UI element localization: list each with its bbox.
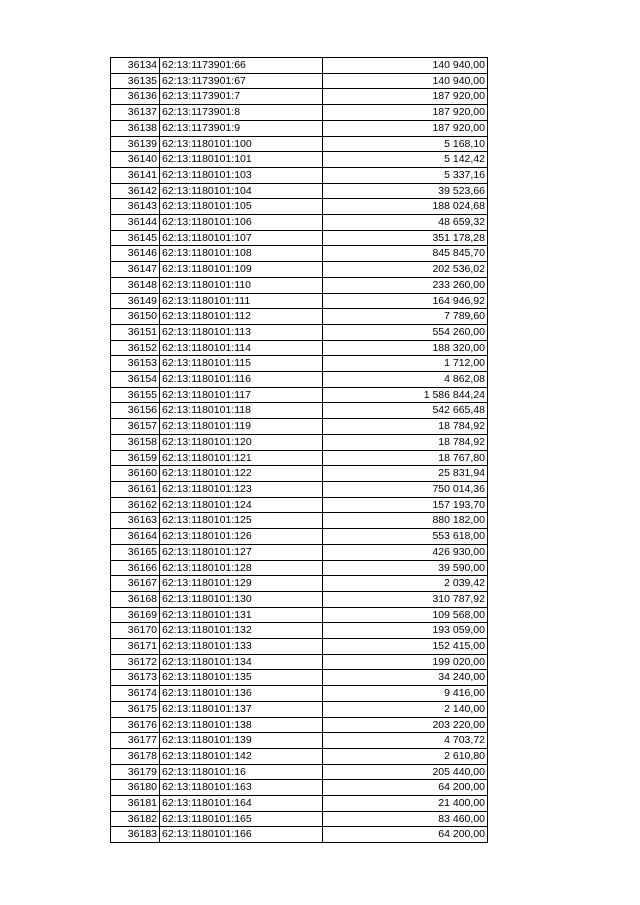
row-id-cell: 36182 xyxy=(111,811,160,827)
row-id-cell: 36157 xyxy=(111,419,160,435)
value-cell: 845 845,70 xyxy=(323,246,488,262)
value-cell: 1 712,00 xyxy=(323,356,488,372)
table-row xyxy=(111,340,488,356)
row-id-cell: 36135 xyxy=(111,73,160,89)
table-row xyxy=(111,324,488,340)
cadastral-number-cell: 62:13:1180101:111 xyxy=(160,293,323,309)
row-id-cell: 36144 xyxy=(111,215,160,231)
table-row xyxy=(111,152,488,168)
row-id-cell: 36145 xyxy=(111,230,160,246)
table-row xyxy=(111,466,488,482)
value-cell: 750 014,36 xyxy=(323,481,488,497)
row-id-cell: 36148 xyxy=(111,277,160,293)
cadastral-number-cell: 62:13:1180101:132 xyxy=(160,623,323,639)
cadastral-number-cell: 62:13:1180101:133 xyxy=(160,639,323,655)
cadastral-number-cell: 62:13:1180101:137 xyxy=(160,701,323,717)
table-row xyxy=(111,419,488,435)
table-row xyxy=(111,780,488,796)
value-cell: 426 930,00 xyxy=(323,544,488,560)
value-cell: 203 220,00 xyxy=(323,717,488,733)
table-row xyxy=(111,639,488,655)
table-row xyxy=(111,623,488,639)
row-id-cell: 36171 xyxy=(111,639,160,655)
table-row xyxy=(111,576,488,592)
cadastral-number-cell: 62:13:1180101:108 xyxy=(160,246,323,262)
row-id-cell: 36179 xyxy=(111,764,160,780)
row-id-cell: 36178 xyxy=(111,748,160,764)
row-id-cell: 36165 xyxy=(111,544,160,560)
row-id-cell: 36146 xyxy=(111,246,160,262)
row-id-cell: 36137 xyxy=(111,105,160,121)
row-id-cell: 36154 xyxy=(111,372,160,388)
value-cell: 5 142,42 xyxy=(323,152,488,168)
row-id-cell: 36162 xyxy=(111,497,160,513)
cadastral-number-cell: 62:13:1180101:103 xyxy=(160,167,323,183)
table-row xyxy=(111,167,488,183)
cadastral-number-cell: 62:13:1180101:135 xyxy=(160,670,323,686)
cadastral-value-table xyxy=(110,57,488,843)
table-body xyxy=(111,58,488,843)
table-row xyxy=(111,403,488,419)
cadastral-number-cell: 62:13:1180101:130 xyxy=(160,591,323,607)
value-cell: 2 039,42 xyxy=(323,576,488,592)
row-id-cell: 36176 xyxy=(111,717,160,733)
value-cell: 310 787,92 xyxy=(323,591,488,607)
cadastral-number-cell: 62:13:1180101:107 xyxy=(160,230,323,246)
table-row xyxy=(111,654,488,670)
value-cell: 39 590,00 xyxy=(323,560,488,576)
cadastral-number-cell: 62:13:1173901:9 xyxy=(160,120,323,136)
row-id-cell: 36149 xyxy=(111,293,160,309)
value-cell: 152 415,00 xyxy=(323,639,488,655)
table-row xyxy=(111,450,488,466)
value-cell: 64 200,00 xyxy=(323,780,488,796)
row-id-cell: 36167 xyxy=(111,576,160,592)
row-id-cell: 36163 xyxy=(111,513,160,529)
cadastral-number-cell: 62:13:1180101:110 xyxy=(160,277,323,293)
row-id-cell: 36147 xyxy=(111,262,160,278)
cadastral-number-cell: 62:13:1180101:119 xyxy=(160,419,323,435)
value-cell: 18 784,92 xyxy=(323,419,488,435)
value-cell: 188 024,68 xyxy=(323,199,488,215)
cadastral-number-cell: 62:13:1180101:127 xyxy=(160,544,323,560)
value-cell: 21 400,00 xyxy=(323,796,488,812)
cadastral-number-cell: 62:13:1180101:166 xyxy=(160,827,323,843)
table-row xyxy=(111,262,488,278)
cadastral-number-cell: 62:13:1180101:104 xyxy=(160,183,323,199)
value-cell: 202 536,02 xyxy=(323,262,488,278)
row-id-cell: 36152 xyxy=(111,340,160,356)
row-id-cell: 36141 xyxy=(111,167,160,183)
cadastral-number-cell: 62:13:1180101:124 xyxy=(160,497,323,513)
cadastral-number-cell: 62:13:1180101:136 xyxy=(160,686,323,702)
cadastral-number-cell: 62:13:1180101:131 xyxy=(160,607,323,623)
row-id-cell: 36142 xyxy=(111,183,160,199)
row-id-cell: 36181 xyxy=(111,796,160,812)
data-table-container xyxy=(110,57,488,843)
cadastral-number-cell: 62:13:1180101:164 xyxy=(160,796,323,812)
value-cell: 187 920,00 xyxy=(323,89,488,105)
cadastral-number-cell: 62:13:1180101:100 xyxy=(160,136,323,152)
row-id-cell: 36168 xyxy=(111,591,160,607)
table-row xyxy=(111,183,488,199)
table-row xyxy=(111,827,488,843)
table-row xyxy=(111,73,488,89)
value-cell: 34 240,00 xyxy=(323,670,488,686)
row-id-cell: 36174 xyxy=(111,686,160,702)
row-id-cell: 36159 xyxy=(111,450,160,466)
table-row xyxy=(111,796,488,812)
cadastral-number-cell: 62:13:1180101:112 xyxy=(160,309,323,325)
cadastral-number-cell: 62:13:1180101:165 xyxy=(160,811,323,827)
row-id-cell: 36173 xyxy=(111,670,160,686)
row-id-cell: 36170 xyxy=(111,623,160,639)
table-row xyxy=(111,199,488,215)
table-row xyxy=(111,434,488,450)
row-id-cell: 36136 xyxy=(111,89,160,105)
cadastral-number-cell: 62:13:1180101:129 xyxy=(160,576,323,592)
table-row xyxy=(111,230,488,246)
cadastral-number-cell: 62:13:1180101:142 xyxy=(160,748,323,764)
row-id-cell: 36143 xyxy=(111,199,160,215)
row-id-cell: 36166 xyxy=(111,560,160,576)
value-cell: 9 416,00 xyxy=(323,686,488,702)
table-row xyxy=(111,670,488,686)
value-cell: 351 178,28 xyxy=(323,230,488,246)
table-row xyxy=(111,560,488,576)
row-id-cell: 36153 xyxy=(111,356,160,372)
row-id-cell: 36151 xyxy=(111,324,160,340)
row-id-cell: 36169 xyxy=(111,607,160,623)
value-cell: 83 460,00 xyxy=(323,811,488,827)
value-cell: 164 946,92 xyxy=(323,293,488,309)
table-row xyxy=(111,811,488,827)
value-cell: 1 586 844,24 xyxy=(323,387,488,403)
value-cell: 140 940,00 xyxy=(323,73,488,89)
value-cell: 109 568,00 xyxy=(323,607,488,623)
value-cell: 542 665,48 xyxy=(323,403,488,419)
row-id-cell: 36177 xyxy=(111,733,160,749)
value-cell: 25 831,94 xyxy=(323,466,488,482)
value-cell: 187 920,00 xyxy=(323,120,488,136)
table-row xyxy=(111,686,488,702)
cadastral-number-cell: 62:13:1180101:134 xyxy=(160,654,323,670)
table-row xyxy=(111,356,488,372)
table-row xyxy=(111,58,488,74)
value-cell: 187 920,00 xyxy=(323,105,488,121)
table-row xyxy=(111,481,488,497)
row-id-cell: 36138 xyxy=(111,120,160,136)
table-row xyxy=(111,105,488,121)
cadastral-number-cell: 62:13:1180101:121 xyxy=(160,450,323,466)
cadastral-number-cell: 62:13:1180101:122 xyxy=(160,466,323,482)
row-id-cell: 36175 xyxy=(111,701,160,717)
cadastral-number-cell: 62:13:1180101:113 xyxy=(160,324,323,340)
row-id-cell: 36158 xyxy=(111,434,160,450)
value-cell: 5 337,16 xyxy=(323,167,488,183)
row-id-cell: 36134 xyxy=(111,58,160,74)
value-cell: 5 168,10 xyxy=(323,136,488,152)
cadastral-number-cell: 62:13:1180101:138 xyxy=(160,717,323,733)
cadastral-number-cell: 62:13:1173901:67 xyxy=(160,73,323,89)
cadastral-number-cell: 62:13:1180101:125 xyxy=(160,513,323,529)
table-row xyxy=(111,701,488,717)
row-id-cell: 36156 xyxy=(111,403,160,419)
value-cell: 157 193,70 xyxy=(323,497,488,513)
value-cell: 233 260,00 xyxy=(323,277,488,293)
cadastral-number-cell: 62:13:1173901:7 xyxy=(160,89,323,105)
value-cell: 4 862,08 xyxy=(323,372,488,388)
cadastral-number-cell: 62:13:1180101:116 xyxy=(160,372,323,388)
cadastral-number-cell: 62:13:1180101:16 xyxy=(160,764,323,780)
table-row xyxy=(111,544,488,560)
value-cell: 140 940,00 xyxy=(323,58,488,74)
table-row xyxy=(111,387,488,403)
value-cell: 18 784,92 xyxy=(323,434,488,450)
value-cell: 4 703,72 xyxy=(323,733,488,749)
value-cell: 39 523,66 xyxy=(323,183,488,199)
table-row xyxy=(111,513,488,529)
cadastral-number-cell: 62:13:1180101:123 xyxy=(160,481,323,497)
value-cell: 18 767,80 xyxy=(323,450,488,466)
value-cell: 205 440,00 xyxy=(323,764,488,780)
value-cell: 880 182,00 xyxy=(323,513,488,529)
value-cell: 64 200,00 xyxy=(323,827,488,843)
value-cell: 553 618,00 xyxy=(323,529,488,545)
row-id-cell: 36161 xyxy=(111,481,160,497)
cadastral-number-cell: 62:13:1180101:139 xyxy=(160,733,323,749)
cadastral-number-cell: 62:13:1180101:106 xyxy=(160,215,323,231)
table-row xyxy=(111,748,488,764)
row-id-cell: 36155 xyxy=(111,387,160,403)
table-row xyxy=(111,277,488,293)
cadastral-number-cell: 62:13:1180101:117 xyxy=(160,387,323,403)
table-row xyxy=(111,591,488,607)
table-row xyxy=(111,529,488,545)
table-row xyxy=(111,215,488,231)
cadastral-number-cell: 62:13:1180101:126 xyxy=(160,529,323,545)
row-id-cell: 36139 xyxy=(111,136,160,152)
cadastral-number-cell: 62:13:1180101:101 xyxy=(160,152,323,168)
value-cell: 2 610,80 xyxy=(323,748,488,764)
table-row xyxy=(111,717,488,733)
cadastral-number-cell: 62:13:1173901:8 xyxy=(160,105,323,121)
value-cell: 7 789,60 xyxy=(323,309,488,325)
cadastral-number-cell: 62:13:1180101:115 xyxy=(160,356,323,372)
cadastral-number-cell: 62:13:1180101:128 xyxy=(160,560,323,576)
table-row xyxy=(111,607,488,623)
table-row xyxy=(111,89,488,105)
table-row xyxy=(111,372,488,388)
table-row xyxy=(111,309,488,325)
cadastral-number-cell: 62:13:1180101:163 xyxy=(160,780,323,796)
row-id-cell: 36140 xyxy=(111,152,160,168)
row-id-cell: 36164 xyxy=(111,529,160,545)
value-cell: 554 260,00 xyxy=(323,324,488,340)
table-row xyxy=(111,120,488,136)
row-id-cell: 36183 xyxy=(111,827,160,843)
table-row xyxy=(111,497,488,513)
value-cell: 193 059,00 xyxy=(323,623,488,639)
row-id-cell: 36172 xyxy=(111,654,160,670)
cadastral-number-cell: 62:13:1180101:105 xyxy=(160,199,323,215)
value-cell: 2 140,00 xyxy=(323,701,488,717)
row-id-cell: 36160 xyxy=(111,466,160,482)
table-row xyxy=(111,293,488,309)
table-row xyxy=(111,246,488,262)
value-cell: 48 659,32 xyxy=(323,215,488,231)
cadastral-number-cell: 62:13:1180101:118 xyxy=(160,403,323,419)
table-row xyxy=(111,733,488,749)
value-cell: 199 020,00 xyxy=(323,654,488,670)
table-row xyxy=(111,764,488,780)
value-cell: 188 320,00 xyxy=(323,340,488,356)
cadastral-number-cell: 62:13:1180101:114 xyxy=(160,340,323,356)
table-row xyxy=(111,136,488,152)
cadastral-number-cell: 62:13:1180101:120 xyxy=(160,434,323,450)
row-id-cell: 36180 xyxy=(111,780,160,796)
row-id-cell: 36150 xyxy=(111,309,160,325)
cadastral-number-cell: 62:13:1180101:109 xyxy=(160,262,323,278)
cadastral-number-cell: 62:13:1173901:66 xyxy=(160,58,323,74)
